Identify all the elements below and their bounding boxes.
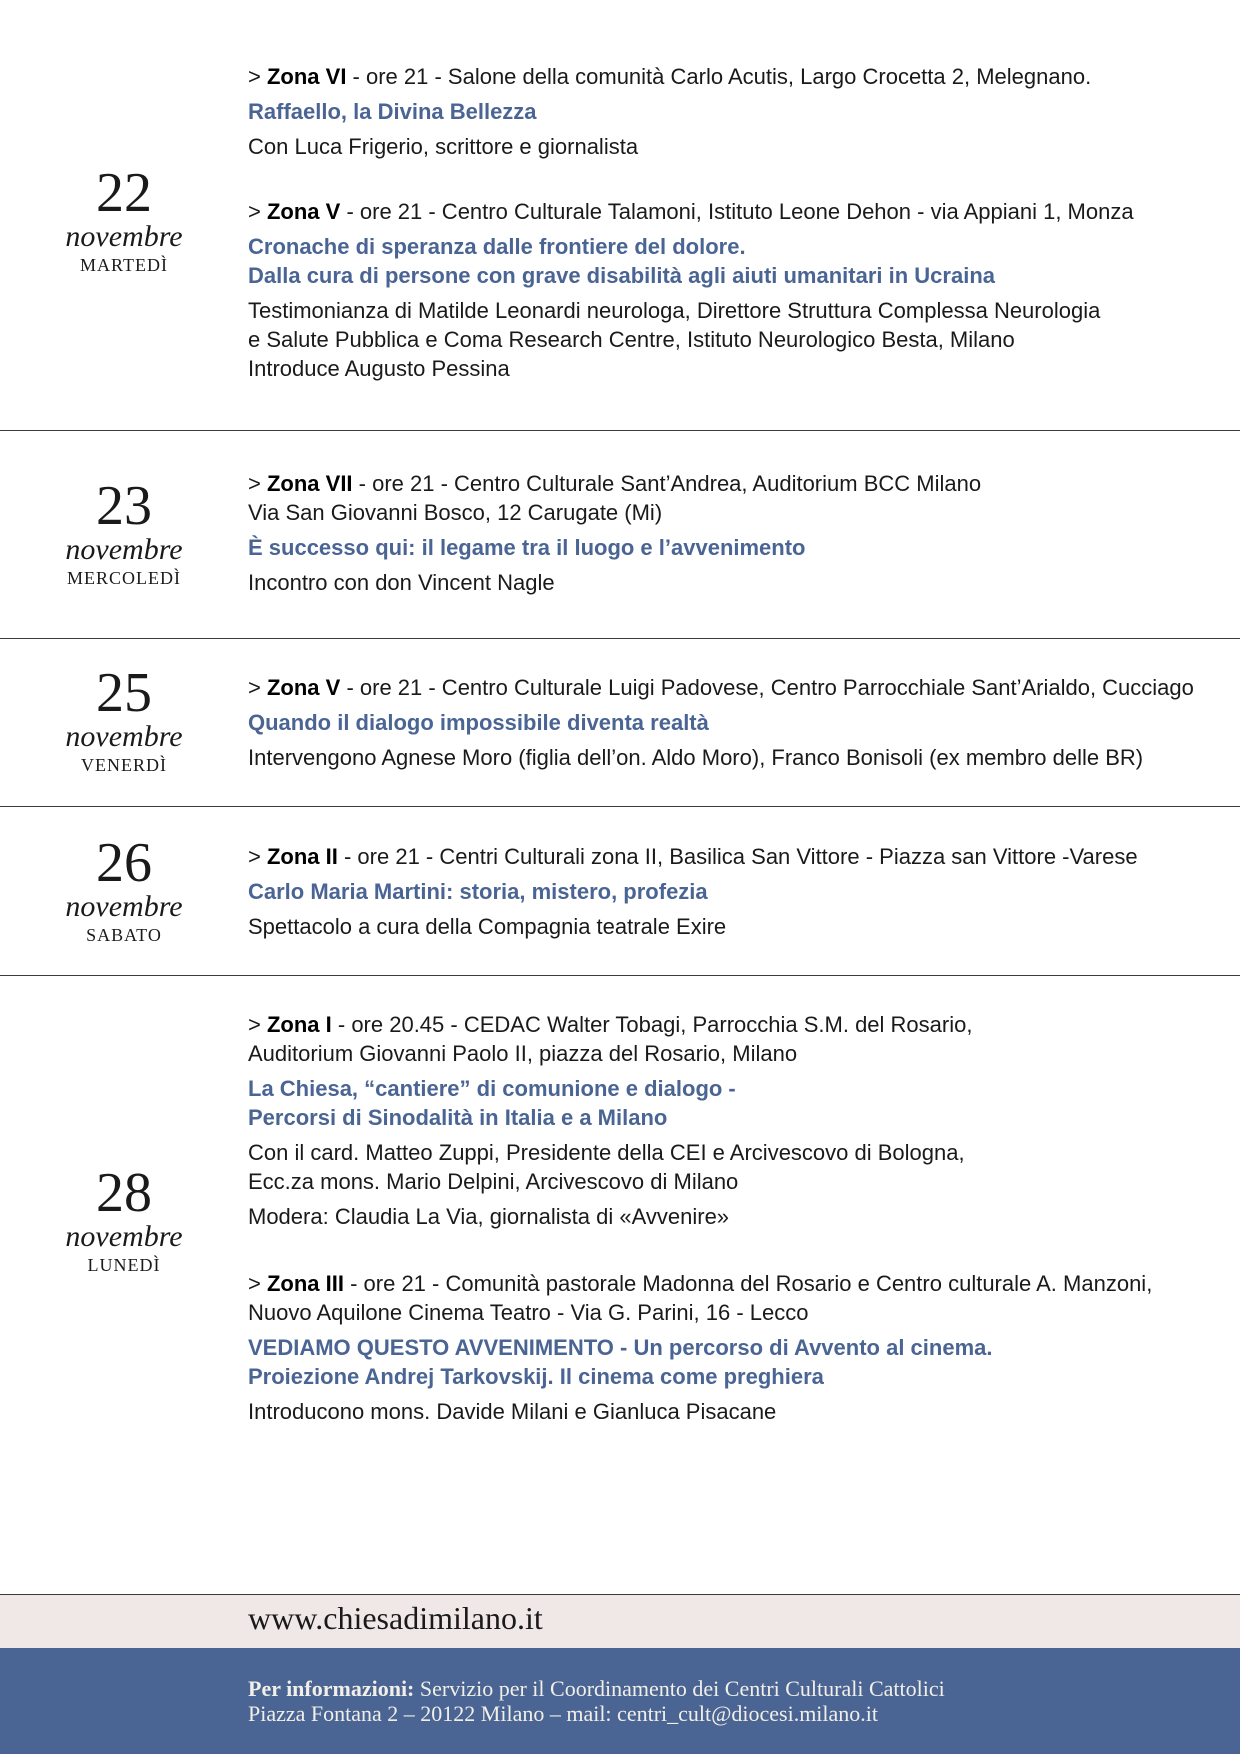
- event-location: > Zona V - ore 21 - Centro Culturale Luigi Padovese, Centro Parrocchiale Sant’Arialdo, Cucciago: [248, 675, 1194, 700]
- event-location: Auditorium Giovanni Paolo II, piazza del Rosario, Milano: [248, 1041, 798, 1066]
- footer-info: [248, 1676, 945, 1726]
- event-title: È successo qui: il legame tra il luogo e l’avvenimento: [248, 535, 806, 560]
- event-description: Intervengono Agnese Moro (figlia dell’on. Aldo Moro), Franco Bonisoli (ex membro delle BR): [248, 745, 1144, 770]
- event: [248, 62, 1208, 161]
- event-description: Con il card. Matteo Zuppi, Presidente della CEI e Arcivescovo di Bologna,: [248, 1140, 965, 1165]
- event-title: Quando il dialogo impossibile diventa realtà: [248, 710, 709, 735]
- event-title: Proiezione Andrej Tarkovskij. Il cinema come preghiera: [248, 1364, 824, 1389]
- date-weekday: SABATO: [86, 925, 162, 945]
- event-title: La Chiesa, “cantiere” di comunione e dialogo -: [248, 1076, 736, 1101]
- footer-contact-line: Piazza Fontana 2 – 20122 Milano – mail: centri_cult@diocesi.milano.it: [248, 1701, 879, 1726]
- event-location: > Zona I - ore 20.45 - CEDAC Walter Tobagi, Parrocchia S.M. del Rosario,: [248, 1012, 973, 1037]
- date-block: [48, 475, 200, 590]
- section-divider: [0, 430, 1240, 431]
- event-location: > Zona II - ore 21 - Centri Culturali zona II, Basilica San Vittore - Piazza san Vittore -Varese: [248, 844, 1138, 869]
- event-description: Con Luca Frigerio, scrittore e giornalista: [248, 134, 639, 159]
- event-location: > Zona V - ore 21 - Centro Culturale Talamoni, Istituto Leone Dehon - via Appiani 1, Monza: [248, 199, 1134, 224]
- zone-label: Zona V: [266, 675, 341, 700]
- event-title: Dalla cura di persone con grave disabilità agli aiuti umanitari in Ucraina: [248, 263, 996, 288]
- event-description: Ecc.za mons. Mario Delpini, Arcivescovo di Milano: [248, 1169, 739, 1194]
- section-divider: [0, 975, 1240, 976]
- zone-label: Zona III: [266, 1271, 344, 1296]
- date-weekday: LUNEDÌ: [87, 1255, 161, 1275]
- date-day: 23: [96, 475, 152, 537]
- section-divider: [0, 806, 1240, 807]
- footer-info-label: Per informazioni:: [248, 1676, 415, 1701]
- date-month: novembre: [65, 220, 183, 253]
- zone-label: Zona I: [266, 1012, 332, 1037]
- date-day: 22: [96, 162, 152, 224]
- event-description: e Salute Pubblica e Coma Research Centre, Istituto Neurologico Besta, Milano: [248, 327, 1015, 352]
- event-title: Cronache di speranza dalle frontiere del dolore.: [248, 234, 746, 259]
- event-title: VEDIAMO QUESTO AVVENIMENTO - Un percorso di Avvento al cinema.: [248, 1335, 993, 1360]
- event-description: Testimonianza di Matilde Leonardi neurologa, Direttore Struttura Complessa Neurologia: [248, 298, 1101, 323]
- event-title: Percorsi di Sinodalità in Italia e a Milano: [248, 1105, 668, 1130]
- date-day: 28: [96, 1162, 152, 1224]
- date-weekday: MERCOLEDÌ: [67, 568, 181, 588]
- date-month: novembre: [65, 533, 183, 566]
- event-description: Incontro con don Vincent Nagle: [248, 570, 555, 595]
- event: [248, 1269, 1208, 1426]
- event-location: > Zona VII - ore 21 - Centro Culturale Sant’Andrea, Auditorium BCC Milano: [248, 471, 982, 496]
- event-location: Via San Giovanni Bosco, 12 Carugate (Mi): [248, 500, 663, 525]
- date-day: 26: [96, 832, 152, 894]
- event-location: > Zona III - ore 21 - Comunità pastorale Madonna del Rosario e Centro culturale A. Manzoni,: [248, 1271, 1153, 1296]
- zone-label: Zona VI: [266, 64, 347, 89]
- event-location: Nuovo Aquilone Cinema Teatro - Via G. Parini, 16 - Lecco: [248, 1300, 809, 1325]
- date-month: novembre: [65, 890, 183, 923]
- date-month: novembre: [65, 1220, 183, 1253]
- event-description: Modera: Claudia La Via, giornalista di «Avvenire»: [248, 1204, 730, 1229]
- event: [248, 842, 1208, 941]
- date-weekday: MARTEDÌ: [80, 255, 168, 275]
- event-description: Spettacolo a cura della Compagnia teatrale Exire: [248, 914, 727, 939]
- website-link[interactable]: www.chiesadimilano.it: [248, 1600, 543, 1636]
- date-day: 25: [96, 662, 152, 724]
- date-block: [48, 1162, 200, 1277]
- event: [248, 1010, 1208, 1231]
- zone-label: Zona VII: [266, 471, 353, 496]
- event: [248, 469, 1208, 597]
- date-weekday: VENERDÌ: [81, 755, 167, 775]
- event-title: Raffaello, la Divina Bellezza: [248, 99, 537, 124]
- date-block: [48, 162, 200, 277]
- event-title: Carlo Maria Martini: storia, mistero, profezia: [248, 879, 708, 904]
- section-divider: [0, 638, 1240, 639]
- footer-info-line: Per informazioni: Servizio per il Coordinamento dei Centri Culturali Cattolici: [248, 1676, 945, 1701]
- event: [248, 197, 1208, 383]
- date-block: [48, 832, 200, 947]
- date-block: [48, 662, 200, 777]
- date-month: novembre: [65, 720, 183, 753]
- footer-band: [0, 1594, 1240, 1649]
- event-location: > Zona VI - ore 21 - Salone della comunità Carlo Acutis, Largo Crocetta 2, Melegnano.: [248, 64, 1092, 89]
- event: [248, 673, 1208, 772]
- zone-label: Zona V: [266, 199, 341, 224]
- event-description: Introducono mons. Davide Milani e Gianluca Pisacane: [248, 1399, 777, 1424]
- zone-label: Zona II: [266, 844, 338, 869]
- event-description: Introduce Augusto Pessina: [248, 356, 510, 381]
